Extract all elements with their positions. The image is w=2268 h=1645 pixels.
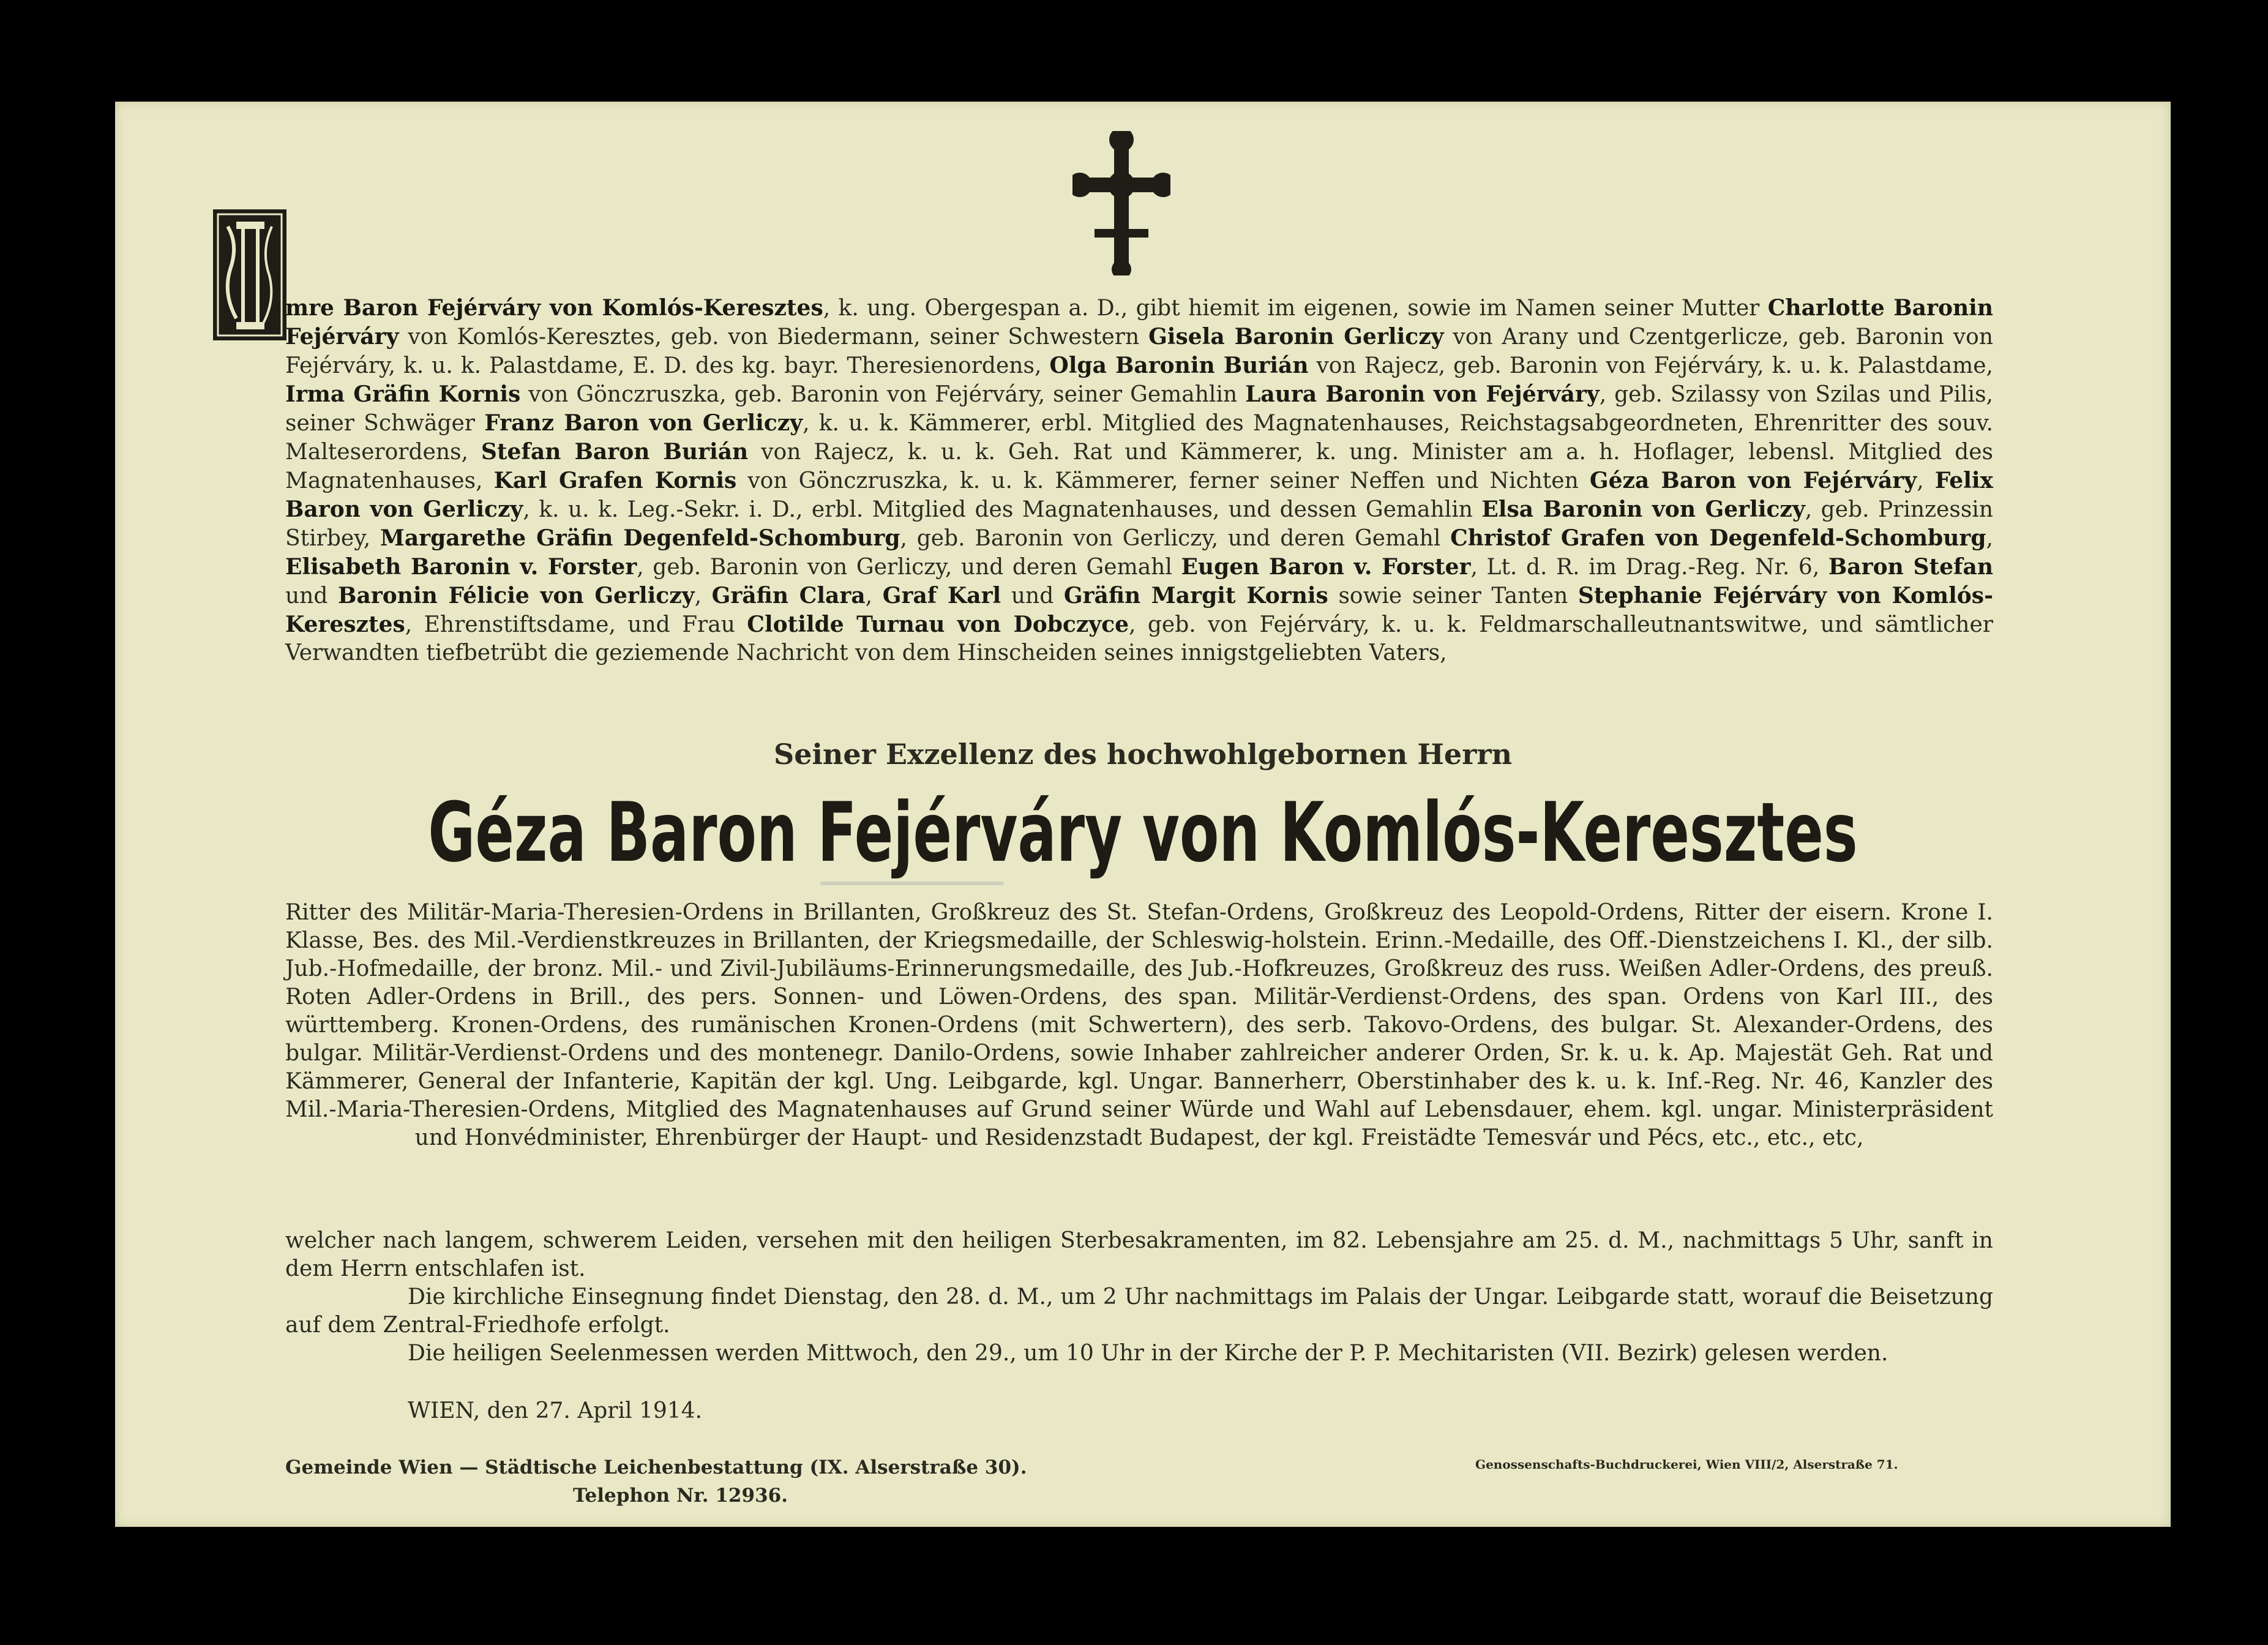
honorific-line: Seiner Exzellenz des hochwohlgebornen Herrn: [773, 738, 1513, 771]
name-highlight: Gisela Baronin Gerliczy: [1148, 324, 1444, 350]
intro-paragraph: [285, 296, 1993, 665]
name-highlight: Elisabeth Baronin v. Forster: [285, 554, 637, 580]
name-highlight: Graf Karl: [882, 583, 1001, 609]
intro-text-run: , k. u. k. Leg.-Sekr. i. D., erbl. Mitglied des Magnatenhauses, und dessen Gemahlin: [523, 497, 1482, 522]
intro-text-run: von Rajecz, geb. Baronin von Fejérváry, k. u. k. Palastdame,: [1308, 353, 1993, 378]
intro-text-run: und: [1001, 583, 1064, 609]
intro-text-run: , geb. Baronin von Gerliczy, und deren Gemahl: [637, 555, 1181, 580]
funeral-paragraph: Die kirchliche Einsegnung findet Dienstag, den 28. d. M., um 2 Uhr nachmittags im Palais der Ungar. Leibgarde statt, worauf die Beisetzung auf dem Zentral-Friedhofe erfolgt.: [285, 1284, 1993, 1338]
name-highlight: Baronin Félicie von Gerliczy: [338, 583, 695, 609]
intro-text-run: ,: [1986, 526, 1993, 551]
death-paragraph: welcher nach langem, schwerem Leiden, versehen mit den heiligen Sterbesakramenten, im 82. Lebensjahre am 25. d. M., nachmittags 5 Uhr, sanft in dem Herrn entschlafen ist.: [285, 1228, 1993, 1281]
name-highlight: Margarethe Gräfin Degenfeld-Schomburg: [380, 525, 900, 551]
intro-text-run: von Gönczruszka, k. u. k. Kämmerer, ferner seiner Neffen und Nichten: [736, 468, 1590, 493]
name-highlight: Gräfin Margit Kornis: [1063, 583, 1328, 609]
intro-text-run: ,: [694, 583, 712, 609]
intro-text-run: , Ehrenstiftsdame, und Frau: [405, 612, 747, 637]
name-highlight: Laura Baronin von Fejérváry: [1245, 381, 1600, 407]
death-notice: [285, 1227, 1993, 1368]
name-highlight: Franz Baron von Gerliczy: [484, 410, 803, 436]
intro-text-run: , k. ung. Obergespan a. D., gibt hiemit im eigenen, sowie im Namen seiner Mutter: [823, 296, 1768, 321]
ornamental-initial: [212, 208, 288, 342]
name-highlight: mre Baron Fejérváry von Komlós-Keresztes: [285, 295, 823, 321]
deceased-name: Géza Baron Fejérváry von Komlós-Keresztes: [428, 785, 1858, 880]
name-highlight: Christof Grafen von Degenfeld-Schomburg: [1450, 525, 1986, 551]
undertaker-line: Gemeinde Wien — Städtische Leichenbestattung (IX. Alserstraße 30).: [285, 1456, 1027, 1478]
name-highlight: Eugen Baron v. Forster: [1181, 554, 1471, 580]
orders-and-titles: Ritter des Militär-Maria-Theresien-Ordens in Brillanten, Großkreuz des St. Stefan-Ordens, Großkreuz des Leopold-Ordens, Ritter der eisern. Krone I. Klasse, Bes. des Mil.-Verdienstkreuzes in Brillanten, der Kriegsmedaille, der Schleswig-holstein. Erinn.-Medaille, des Off.-Dienstzeichens I. Kl., der silb. Jub.-Hofmedaille, der bronz. Mil.- und Zivil-Jubiläums-Erinnerungsmedaille, des Jub.-Hofkreuzes, Großkreuz des russ. Weißen Adler-Ordens, des preuß. Roten Adler-Ordens in Brill., des pers. Sonnen- und Löwen-Ordens, des span. Militär-Verdienst-Ordens, des span. Ordens von Karl III., des württemberg. Kronen-Ordens, des rumänischen Kronen-Ordens (mit Schwertern), des serb. Takovo-Ordens, des bulgar. St. Alexander-Ordens, des bulgar. Militär-Verdienst-Ordens und des montenegr. Danilo-Ordens, sowie Inhaber zahlreicher anderer Orden, Sr. k. u. k. Ap. Majestät Geh. Rat und Kämmerer, General der Infanterie, Kapitän der kgl. Ung. Leibgarde, kgl. Ungar. Bannerherr, Oberstinhaber des k. u. k. Inf.-Reg. Nr. 46, Kanzler des Mil.-Maria-Theresien-Ordens, Mitglied des Magnatenhauses auf Grund seiner Würde und Wahl auf Lebensdauer, ehem. kgl. ungar. Ministerpräsident und Honvédminister, Ehrenbürger der Haupt- und Residenzstadt Budapest, der kgl. Freistädte Temesvár und Pécs, etc., etc., etc,: [285, 900, 1993, 1150]
name-highlight: Clotilde Turnau von Dobczyce: [747, 612, 1129, 637]
name-highlight: Stefan Baron Burián: [481, 439, 749, 465]
name-highlight: Elsa Baronin von Gerliczy: [1481, 496, 1805, 522]
name-highlight: Irma Gräfin Kornis: [285, 381, 521, 407]
name-highlight: Felix Baron von Gerliczy: [285, 468, 1994, 522]
name-highlight: Gräfin Clara: [711, 583, 866, 609]
name-highlight: Charlotte Baronin Fejérváry: [285, 295, 1993, 350]
intro-text-run: , geb. von Fejérváry, k. u. k. Feldmarschalleutnantswitwe, und sämtlicher Verwandten tiefbetrübt die geziemende Nachricht von dem Hinscheiden seines innigstgeliebten Vaters,: [285, 612, 1993, 665]
intro-text-run: von Rajecz, k. u. k. Geh. Rat und Kämmerer, k. ung. Minister am a. h. Hoflager, lebensl. Mitglied des Magnatenhauses,: [285, 440, 1993, 493]
intro-text-run: , geb. Prinzessin Stirbey,: [285, 497, 1994, 551]
intro-text-run: , k. u. k. Kämmerer, erbl. Mitglied des Magnatenhauses, Reichstagsabgeordneten, Ehrenritter des souv. Malteserordens,: [285, 411, 1993, 465]
cross-icon: [1072, 131, 1170, 275]
printer-imprint: Genossenschafts-Buchdruckerei, Wien VIII/2, Alserstraße 71.: [1475, 1457, 1898, 1472]
intro-text-run: von Komlós-Keresztes, geb. von Biedermann, seiner Schwestern: [399, 324, 1149, 350]
name-highlight: Baron Stefan: [1828, 554, 1993, 580]
announcement-intro: [285, 294, 1993, 667]
undertaker-phone: Telephon Nr. 12936.: [573, 1485, 788, 1507]
intro-text-run: , Lt. d. R. im Drag.-Reg. Nr. 6,: [1470, 555, 1828, 580]
intro-text-run: , geb. Baronin von Gerliczy, und deren Gemahl: [900, 526, 1451, 551]
intro-text-run: von Arany und Czentgerlicze, geb. Baronin von Fejérváry, k. u. k. Palastdame, E. D. des kg. bayr. Theresienordens,: [285, 324, 1994, 378]
name-highlight: Stephanie Fejérváry von Komlós-Keresztes: [285, 583, 1994, 637]
intro-text-run: , geb. Szilassy von Szilas und Pilis, seiner Schwäger: [285, 382, 1993, 436]
name-underline-mark: [820, 882, 1004, 885]
name-highlight: Géza Baron von Fejérváry: [1589, 468, 1917, 493]
intro-text-run: ,: [865, 583, 883, 609]
intro-text-run: von Gönczruszka, geb. Baronin von Fejérváry, seiner Gemahlin: [520, 382, 1246, 407]
intro-text-run: und: [285, 583, 339, 609]
name-highlight: Olga Baronin Burián: [1049, 353, 1309, 378]
intro-text-run: ,: [1917, 468, 1935, 493]
name-highlight: Karl Grafen Kornis: [493, 468, 737, 493]
undertaker-info: [285, 1453, 1027, 1510]
masses-paragraph: Die heiligen Seelenmessen werden Mittwoch, den 29., um 10 Uhr in der Kirche der P. P. Mechitaristen (VII. Bezirk) gelesen werden.: [408, 1341, 1888, 1366]
intro-text-run: sowie seiner Tanten: [1328, 583, 1578, 609]
place-date: WIEN, den 27. April 1914.: [408, 1398, 703, 1423]
